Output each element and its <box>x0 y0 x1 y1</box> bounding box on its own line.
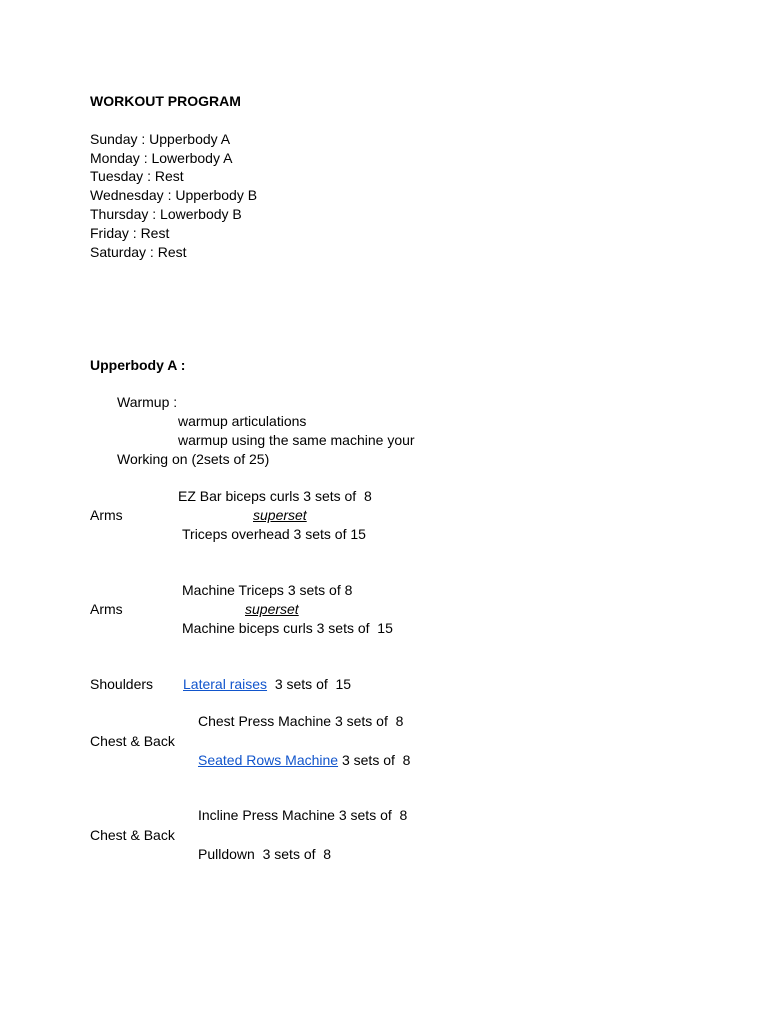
group-label: Chest & Back <box>90 827 175 843</box>
schedule-line-sunday: Sunday : Upperbody A <box>90 131 231 147</box>
warmup-line: warmup using the same machine your <box>178 432 415 448</box>
exercise-line: Pulldown 3 sets of 8 <box>198 846 332 862</box>
schedule-line-monday: Monday : Lowerbody A <box>90 150 233 166</box>
superset-label: superset <box>253 507 307 523</box>
exercise-line: Triceps overhead 3 sets of 15 <box>182 526 366 542</box>
exercise-line: Machine Triceps 3 sets of 8 <box>182 582 353 598</box>
lateral-raises-link[interactable]: Lateral raises <box>183 676 268 692</box>
schedule-line-wednesday: Wednesday : Upperbody B <box>90 187 258 203</box>
group-label: Chest & Back <box>90 733 175 749</box>
section-heading: Upperbody A : <box>90 357 186 373</box>
warmup-label: Warmup : <box>117 394 178 410</box>
schedule-line-thursday: Thursday : Lowerbody B <box>90 206 242 222</box>
page-title: WORKOUT PROGRAM <box>90 93 241 109</box>
exercise-line: Chest Press Machine 3 sets of 8 <box>198 713 404 729</box>
schedule-line-friday: Friday : Rest <box>90 225 170 241</box>
warmup-line: warmup articulations <box>178 413 307 429</box>
schedule-line-saturday: Saturday : Rest <box>90 244 187 260</box>
schedule-line-tuesday: Tuesday : Rest <box>90 168 184 184</box>
exercise-line: Machine biceps curls 3 sets of 15 <box>182 620 393 636</box>
group-label: Shoulders <box>90 676 154 692</box>
exercise-line <box>183 675 351 693</box>
seated-rows-machine-link[interactable]: Seated Rows Machine <box>198 752 339 768</box>
exercise-sets: 3 sets of 15 <box>267 676 352 692</box>
group-label: Arms <box>90 507 123 523</box>
exercise-sets: 3 sets of 8 <box>338 752 411 768</box>
exercise-line: EZ Bar biceps curls 3 sets of 8 <box>178 488 372 504</box>
warmup-line: Working on (2sets of 25) <box>117 451 270 467</box>
exercise-line <box>198 751 410 769</box>
exercise-line: Incline Press Machine 3 sets of 8 <box>198 807 408 823</box>
superset-label: superset <box>245 601 299 617</box>
group-label: Arms <box>90 601 123 617</box>
